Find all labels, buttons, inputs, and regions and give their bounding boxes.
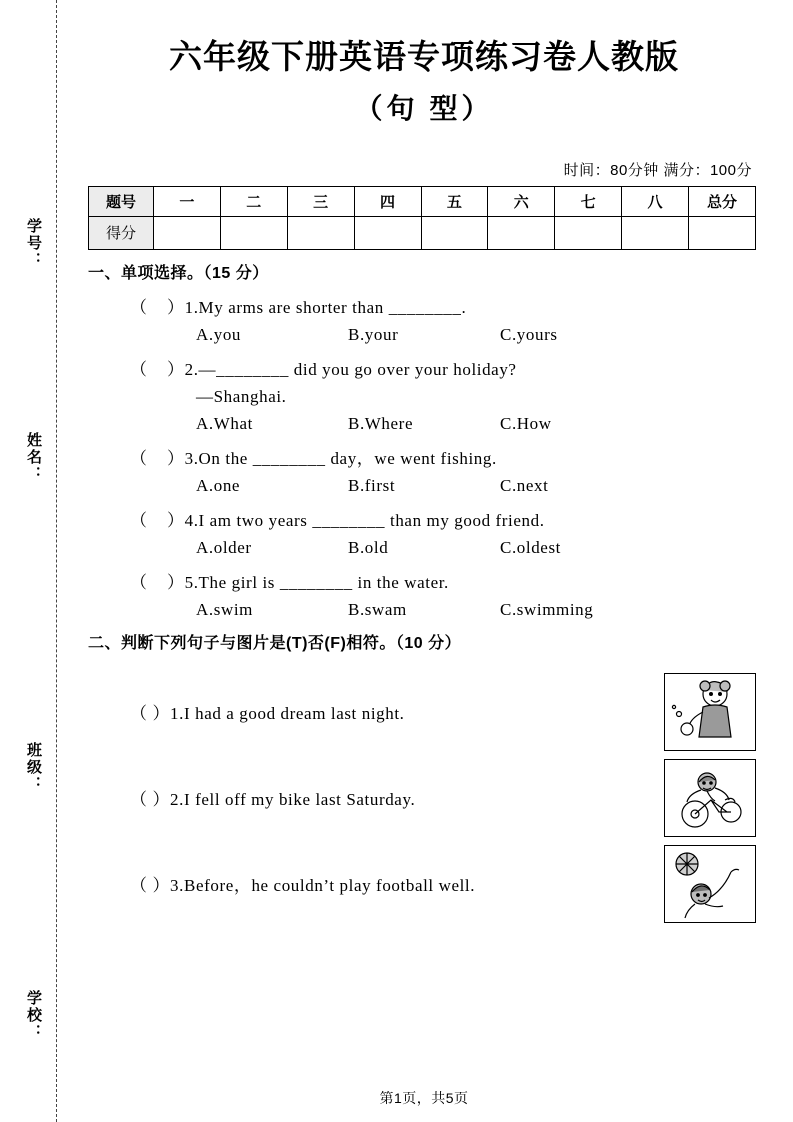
judge-item-3 bbox=[88, 845, 760, 931]
question-4-option-c[interactable]: C.oldest bbox=[500, 537, 561, 557]
score-table-col-1: 一 bbox=[154, 186, 221, 216]
question-2-answer-line: —Shanghai. bbox=[196, 386, 287, 406]
section-2-heading: 二、判断下列句子与图片是(T)否(F)相符。（10 分） bbox=[88, 634, 462, 652]
score-table-col-6: 六 bbox=[488, 186, 555, 216]
question-3-option-c[interactable]: C.next bbox=[500, 475, 549, 495]
question-4-option-a[interactable]: A.older bbox=[196, 537, 252, 557]
judge-item-2 bbox=[88, 759, 760, 845]
page-subtitle: （句 型） bbox=[354, 93, 494, 125]
sidebar-label-class: 班级： bbox=[25, 742, 42, 793]
score-cell-4[interactable] bbox=[354, 216, 421, 249]
question-3-options bbox=[88, 476, 760, 496]
section-1-heading: 一、单项选择。（15 分） bbox=[88, 264, 269, 282]
judge-items-list bbox=[88, 673, 760, 931]
question-5-option-b[interactable]: B.swam bbox=[348, 599, 407, 619]
score-cell-3[interactable] bbox=[287, 216, 354, 249]
boy-falling-off-bike-picture bbox=[664, 759, 756, 837]
score-table-score-row bbox=[89, 216, 756, 249]
score-table bbox=[88, 186, 756, 250]
question-4-options bbox=[88, 538, 760, 558]
exam-meta: 时间：80分钟 满分：100分 bbox=[563, 161, 752, 179]
question-2-option-a[interactable]: A.What bbox=[196, 413, 253, 433]
question-1-option-b[interactable]: B.your bbox=[348, 324, 399, 344]
question-1-stem: （ ）1.My arms are shorter than ________. bbox=[130, 297, 467, 317]
judge-item-1 bbox=[88, 673, 760, 759]
fold-line bbox=[56, 0, 57, 1122]
score-cell-6[interactable] bbox=[488, 216, 555, 249]
question-2-stem: （ ）2.—________ did you go over your holiday? bbox=[130, 359, 517, 379]
score-table-col-7: 七 bbox=[555, 186, 622, 216]
judge-item-1-text: （ ）1.I had a good dream last night. bbox=[130, 703, 405, 723]
score-cell-1[interactable] bbox=[154, 216, 221, 249]
judge-item-2-text: （ ）2.I fell off my bike last Saturday. bbox=[130, 789, 416, 809]
score-cell-total[interactable] bbox=[689, 216, 756, 249]
score-table-row-label-score: 得分 bbox=[89, 216, 154, 249]
score-table-col-3: 三 bbox=[287, 186, 354, 216]
score-cell-2[interactable] bbox=[220, 216, 287, 249]
question-1-option-c[interactable]: C.yours bbox=[500, 324, 558, 344]
question-5-stem: （ ）5.The girl is ________ in the water. bbox=[130, 572, 449, 592]
sidebar-label-student-id: 学号： bbox=[25, 218, 42, 269]
score-table-row-label-number: 题号 bbox=[89, 186, 154, 216]
boy-playing-basketball-picture bbox=[664, 845, 756, 923]
question-1-option-a[interactable]: A.you bbox=[196, 324, 242, 344]
question-3-stem: （ ）3.On the ________ day，we went fishing. bbox=[130, 448, 497, 468]
score-table-col-4: 四 bbox=[354, 186, 421, 216]
score-cell-5[interactable] bbox=[421, 216, 488, 249]
question-2-option-c[interactable]: C.How bbox=[500, 413, 552, 433]
question-4-option-b[interactable]: B.old bbox=[348, 537, 389, 557]
question-5-option-a[interactable]: A.swim bbox=[196, 599, 253, 619]
score-cell-8[interactable] bbox=[622, 216, 689, 249]
question-5-options bbox=[88, 600, 760, 620]
score-table-col-5: 五 bbox=[421, 186, 488, 216]
score-table-col-total: 总分 bbox=[689, 186, 756, 216]
page-footer: 第1页，共5页 bbox=[379, 1090, 469, 1106]
question-2-options bbox=[88, 414, 760, 434]
question-1-options bbox=[88, 325, 760, 345]
girl-dreaming-picture bbox=[664, 673, 756, 751]
score-table-col-8: 八 bbox=[622, 186, 689, 216]
question-3-option-a[interactable]: A.one bbox=[196, 475, 241, 495]
sidebar-label-name: 姓名： bbox=[25, 432, 42, 483]
question-5-option-c[interactable]: C.swimming bbox=[500, 599, 594, 619]
sidebar-label-school: 学校： bbox=[25, 990, 42, 1041]
question-2-option-b[interactable]: B.Where bbox=[348, 413, 414, 433]
worksheet-page bbox=[88, 0, 760, 1122]
question-4-stem: （ ）4.I am two years ________ than my good friend. bbox=[130, 510, 545, 530]
score-table-header-row bbox=[89, 186, 756, 216]
page-title: 六年级下册英语专项练习卷人教版 bbox=[169, 40, 679, 76]
score-cell-7[interactable] bbox=[555, 216, 622, 249]
question-3-option-b[interactable]: B.first bbox=[348, 475, 396, 495]
score-table-col-2: 二 bbox=[220, 186, 287, 216]
judge-item-3-text: （ ）3.Before，he couldn’t play football well. bbox=[130, 875, 476, 895]
